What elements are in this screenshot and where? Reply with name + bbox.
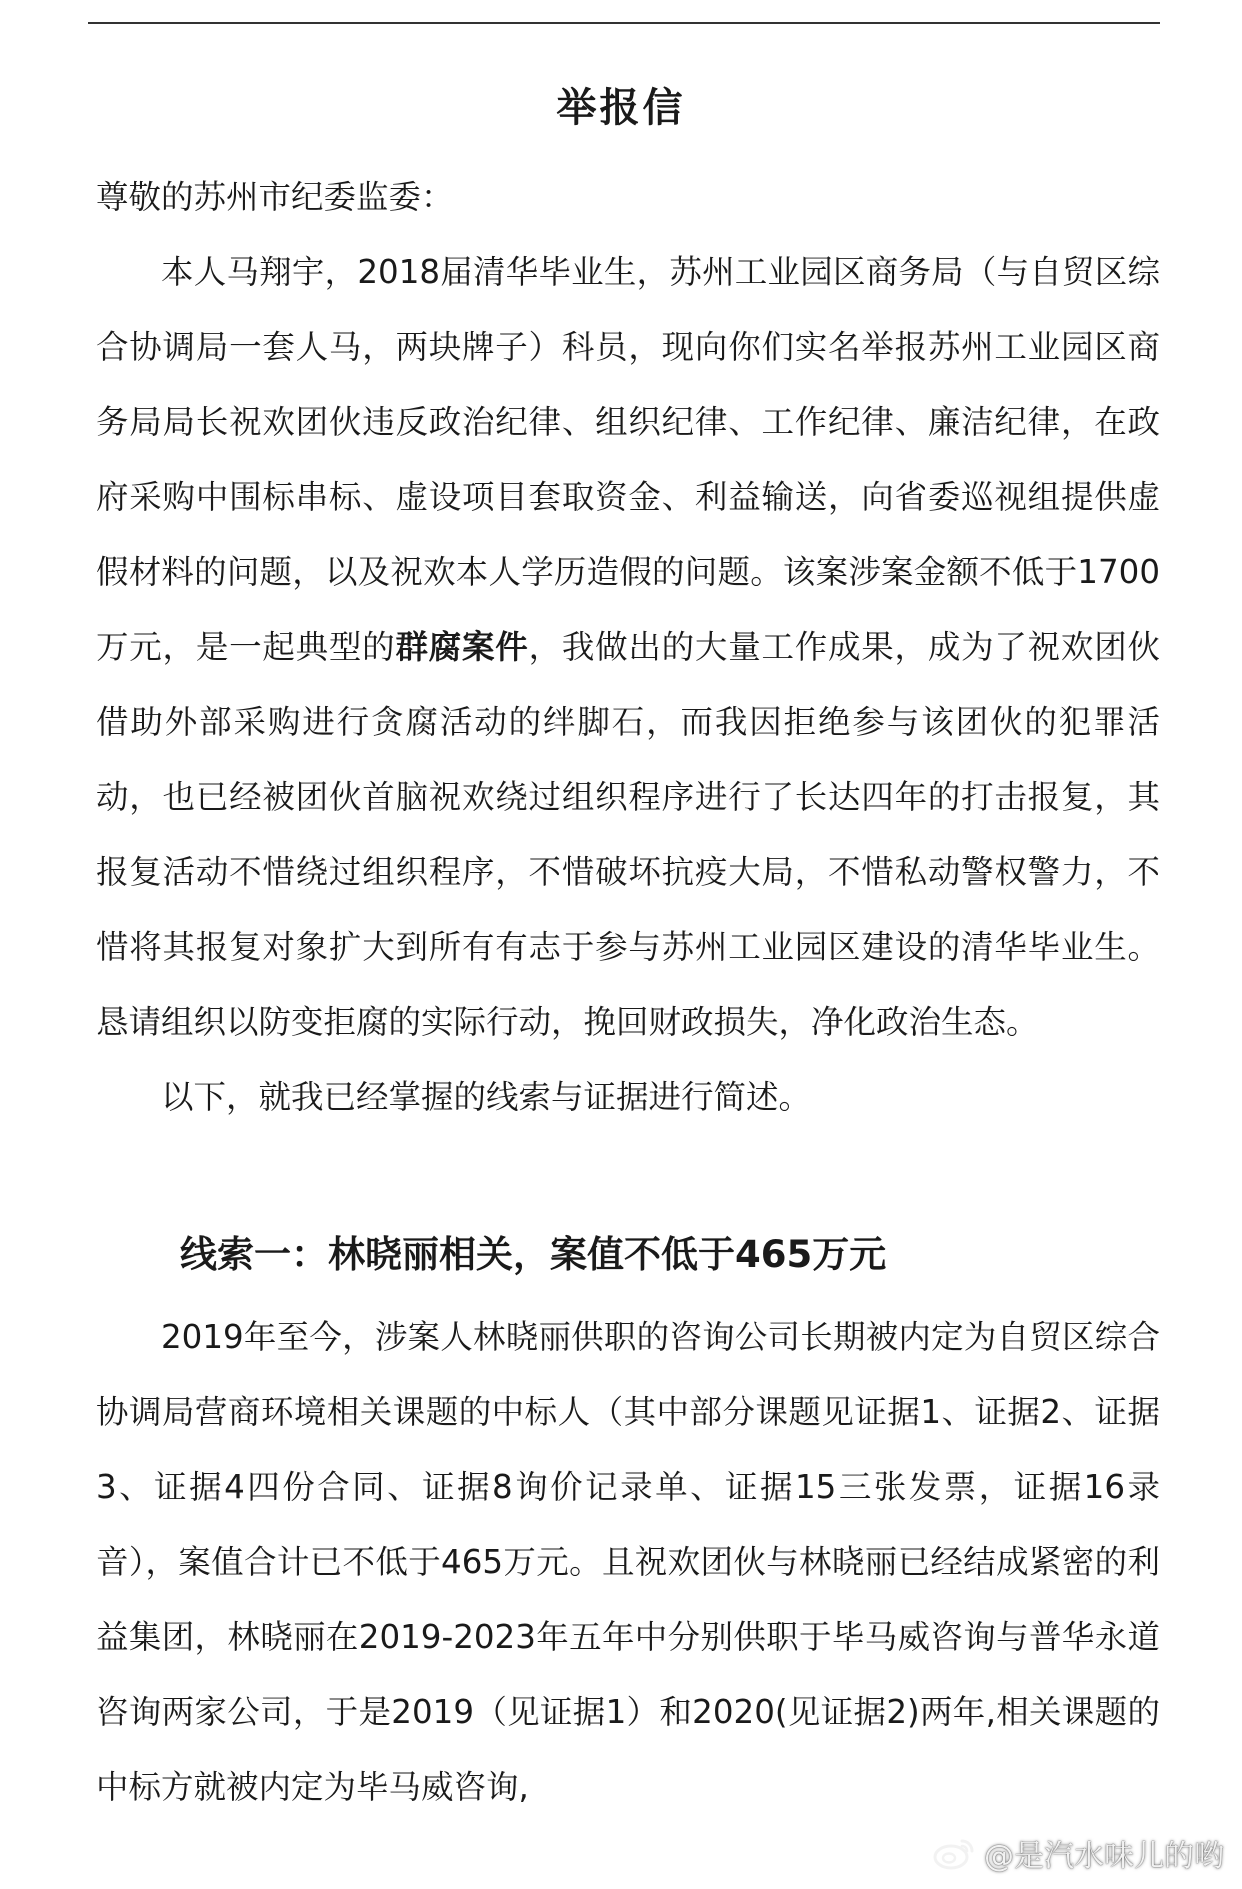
paragraph-report-text-after: ，我做出的大量工作成果，成为了祝欢团伙借助外部采购进行贪腐活动的绊脚石，而我因拒绝参与该团伙的犯罪活动，也已经被团伙首脑祝欢绕过组织程序进行了长达四年的打击报复，其报复活动不惜绕过组织程序，不惜破坏抗疫大局，不惜私动警权警力，不惜将其报复对象扩大到所有有志于参与苏州工业园区建设的清华毕业生。恳请组织以防变拒腐的实际行动，挽回财政损失，净化政治生态。 [96,628,1160,1041]
weibo-icon [932,1835,976,1871]
greeting: 尊敬的苏州市纪委监委： [96,178,454,216]
document-title: 举报信 [556,84,686,131]
document-body [96,160,1160,1825]
spacer [96,1135,1160,1210]
watermark-text: @是汽水味儿的哟 [984,1839,1224,1874]
header-rule [88,22,1160,24]
paragraph-report-text-before: 本人马翔宇，2018届清华毕业生，苏州工业园区商务局（与自贸区综合协调局一套人马，两块牌子）科员，现向你们实名举报苏州工业园区商务局局长祝欢团伙违反政治纪律、组织纪律、工作纪律、廉洁纪律，在政府采购中围标串标、虚设项目套取资金、利益输送，向省委巡视组提供虚假材料的问题，以及祝欢本人学历造假的问题。该案涉案金额不低于1700万元，是一起典型的 [96,253,1160,666]
section-paragraph: 2019年至今，涉案人林晓丽供职的咨询公司长期被内定为自贸区综合协调局营商环境相关课题的中标人（其中部分课题见证据1、证据2、证据3、证据4四份合同、证据8询价记录单、证据15三张发票，证据16录音），案值合计已不低于465万元。且祝欢团伙与林晓丽已经结成紧密的利益集团，林晓丽在2019-2023年五年中分别供职于毕马威咨询与普华永道咨询两家公司，于是2019（见证据1）和2020(见证据2)两年,相关课题的中标方就被内定为毕马威咨询, [96,1318,1160,1806]
section-heading: 线索一：林晓丽相关，案值不低于465万元 [180,1233,887,1276]
paragraph-summary: 以下，就我已经掌握的线索与证据进行简述。 [161,1078,812,1116]
paragraph-report [96,235,1160,1060]
weibo-watermark [932,1831,1224,1875]
paragraph-report-bold-phrase: 群腐案件 [395,628,529,666]
